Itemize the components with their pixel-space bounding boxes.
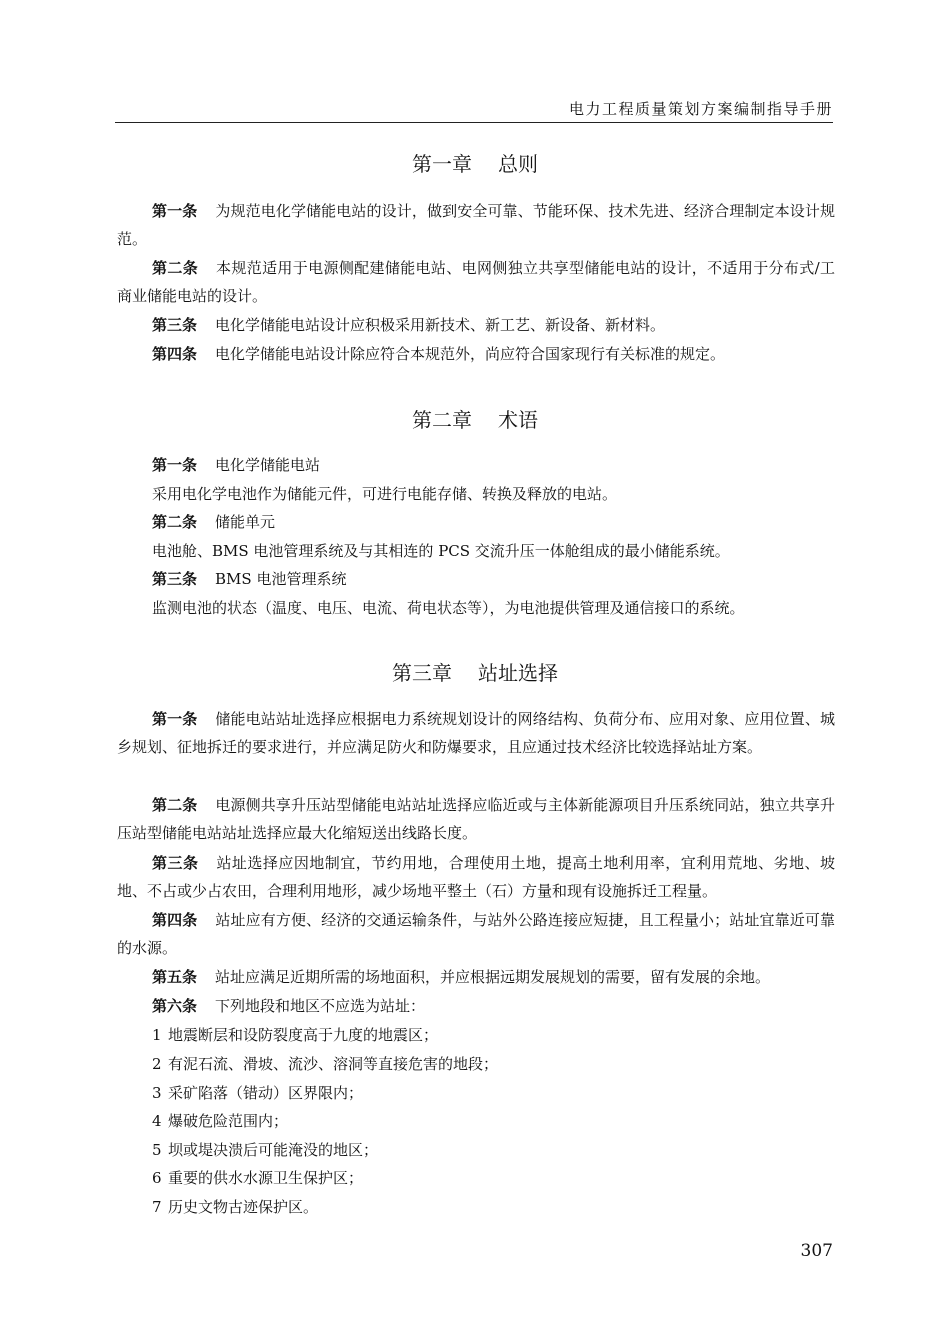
article-label: 第一条	[152, 202, 198, 220]
article-text: 为规范电化学储能电站的设计，做到安全可靠、节能环保、技术先进、经济合理制定本设计规范。	[117, 202, 835, 248]
article-label: 第一条	[152, 456, 198, 474]
article-paragraph	[117, 311, 835, 339]
chapter-title: 总则	[498, 152, 538, 176]
list-item	[152, 1079, 363, 1107]
term-name: 电化学储能电站	[215, 456, 321, 474]
term-definition: 电池舱、BMS 电池管理系统及与其相连的 PCS 交流升压一体舱组成的最小储能系统。	[152, 542, 730, 560]
list-item-text: 历史文物古迹保护区。	[168, 1198, 319, 1216]
article-paragraph	[117, 197, 835, 253]
article-label: 第四条	[152, 345, 198, 363]
article-text: 本规范适用于电源侧配建储能电站、电网侧独立共享型储能电站的设计，不适用于分布式/工商业储能电站的设计。	[117, 259, 835, 305]
list-item-text: 有泥石流、滑坡、流沙、溶洞等直接危害的地段；	[168, 1055, 499, 1073]
list-item-number: 5	[152, 1141, 162, 1159]
list-item-number: 4	[152, 1112, 162, 1130]
article-text: 站址应有方便、经济的交通运输条件，与站外公路连接应短捷，且工程量小；站址宜靠近可靠的水源。	[117, 911, 835, 957]
article-label: 第三条	[152, 570, 198, 588]
article-label: 第三条	[152, 316, 198, 334]
term-heading	[117, 451, 835, 479]
chapter-2-heading	[0, 404, 950, 433]
article-paragraph	[117, 963, 835, 991]
chapter-title: 站址选择	[478, 661, 558, 685]
article-text: 下列地段和地区不应选为站址：	[215, 997, 426, 1015]
running-header	[115, 98, 833, 123]
term-heading	[117, 565, 835, 593]
article-text: 站址选择应因地制宜，节约用地，合理使用土地，提高土地利用率，宜利用荒地、劣地、坡地、不占或少占农田，合理利用地形，减少场地平整土（石）方量和现有设施拆迁工程量。	[117, 854, 835, 900]
article-label: 第四条	[152, 911, 198, 929]
article-text: 站址应满足近期所需的场地面积，并应根据远期发展规划的需要，留有发展的余地。	[215, 968, 771, 986]
list-item-number: 2	[152, 1055, 162, 1073]
list-item	[152, 1107, 288, 1135]
article-text: 电源侧共享升压站型储能电站站址选择应临近或与主体新能源项目升压系统同站，独立共享升压站型储能电站站址选择应最大化缩短送出线路长度。	[117, 796, 835, 842]
list-item	[152, 1193, 318, 1221]
article-paragraph	[117, 992, 835, 1020]
list-item	[152, 1164, 363, 1192]
article-paragraph	[117, 705, 835, 761]
page-number: 307	[800, 1241, 833, 1261]
chapter-3-heading	[0, 657, 950, 686]
list-item	[152, 1050, 498, 1078]
chapter-number: 第二章	[412, 408, 472, 432]
header-title: 电力工程质量策划方案编制指导手册	[568, 100, 833, 118]
list-item-number: 1	[152, 1026, 162, 1044]
article-label: 第二条	[152, 259, 199, 277]
article-label: 第三条	[152, 854, 199, 872]
article-label: 第一条	[152, 710, 198, 728]
list-item-text: 坝或堤决溃后可能淹没的地区；	[168, 1141, 379, 1159]
term-definition: 监测电池的状态（温度、电压、电流、荷电状态等），为电池提供管理及通信接口的系统。	[152, 599, 745, 617]
list-item-text: 重要的供水水源卫生保护区；	[168, 1169, 364, 1187]
article-paragraph	[117, 906, 835, 962]
article-paragraph	[117, 849, 835, 905]
list-item-number: 7	[152, 1198, 162, 1216]
article-text: 储能电站站址选择应根据电力系统规划设计的网络结构、负荷分布、应用对象、应用位置、城乡规划、征地拆迁的要求进行，并应满足防火和防爆要求，且应通过技术经济比较选择站址方案。	[117, 710, 835, 756]
article-label: 第二条	[152, 513, 198, 531]
list-item-text: 爆破危险范围内；	[168, 1112, 289, 1130]
list-item-number: 3	[152, 1084, 162, 1102]
list-item-text: 采矿陷落（错动）区界限内；	[168, 1084, 364, 1102]
article-label: 第五条	[152, 968, 198, 986]
list-item-text: 地震断层和设防裂度高于九度的地震区；	[168, 1026, 439, 1044]
article-paragraph	[117, 791, 835, 847]
article-paragraph	[117, 340, 835, 368]
chapter-number: 第三章	[392, 661, 452, 685]
chapter-title: 术语	[498, 408, 538, 432]
article-text: 电化学储能电站设计除应符合本规范外，尚应符合国家现行有关标准的规定。	[215, 345, 726, 363]
term-name: BMS 电池管理系统	[215, 570, 347, 588]
chapter-number: 第一章	[412, 152, 472, 176]
term-definition: 采用电化学电池作为储能元件，可进行电能存储、转换及释放的电站。	[152, 485, 618, 503]
article-text: 电化学储能电站设计应积极采用新技术、新工艺、新设备、新材料。	[215, 316, 666, 334]
article-label: 第二条	[152, 796, 198, 814]
term-heading	[117, 508, 835, 536]
chapter-1-heading	[0, 148, 950, 177]
article-label: 第六条	[152, 997, 198, 1015]
term-name: 储能单元	[215, 513, 276, 531]
list-item	[152, 1021, 438, 1049]
list-item	[152, 1136, 378, 1164]
list-item-number: 6	[152, 1169, 162, 1187]
article-paragraph	[117, 254, 835, 310]
